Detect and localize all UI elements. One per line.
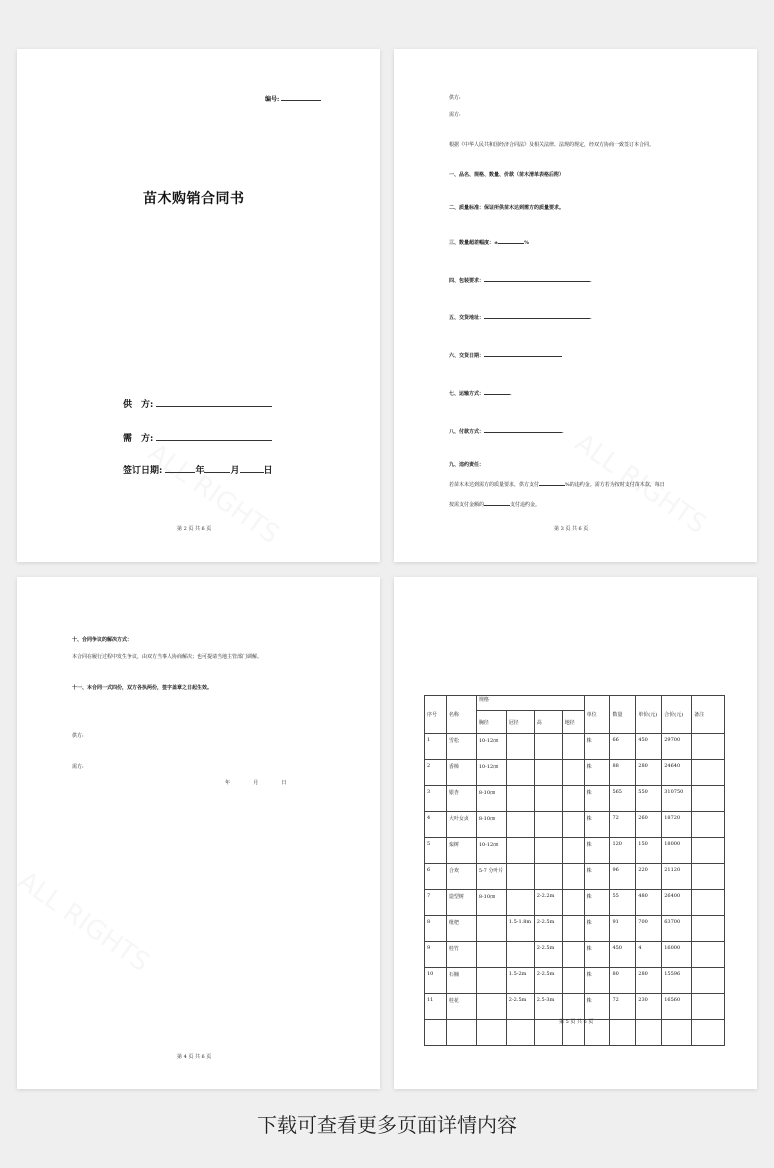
table-cell-crown: 1.5-1.8m	[506, 916, 534, 942]
supplier-field	[123, 397, 272, 410]
section-5-label: 五、交货地址：	[449, 315, 485, 321]
table-cell-qty: 88	[610, 760, 636, 786]
page-title: 苗木购销合同书	[143, 191, 245, 207]
page-footer: 第 3 页 共 6 页	[554, 526, 589, 532]
page-footer: 第 2 页 共 6 页	[177, 526, 212, 532]
buyer-line: 需方:	[72, 764, 84, 770]
table-cell-name: 银杏	[446, 786, 476, 812]
page-terms	[394, 49, 757, 562]
table-cell-height	[534, 1020, 562, 1046]
sign-date-label: 签订日期:	[123, 466, 163, 476]
table-cell-total: 29700	[662, 734, 692, 760]
header-ground: 地径	[562, 711, 584, 734]
table-cell-ground	[562, 812, 584, 838]
table-cell-crown	[506, 786, 534, 812]
supplier-blank	[156, 399, 272, 407]
table-cell-total: 63700	[662, 916, 692, 942]
table-cell-price: 260	[636, 812, 662, 838]
table-cell-no: 7	[425, 890, 447, 916]
table-cell-dia	[476, 942, 506, 968]
period: .	[590, 315, 592, 321]
table-cell-dia	[476, 916, 506, 942]
table-cell-dia: 10-12㎝	[476, 838, 506, 864]
table-cell-price: 700	[636, 916, 662, 942]
period: .	[562, 429, 564, 435]
table-cell-qty: 80	[610, 968, 636, 994]
table-cell-total	[662, 1020, 692, 1046]
supplier-label: 供 方:	[123, 400, 154, 410]
buyer-line: 需方:	[449, 112, 461, 118]
table-cell-height	[534, 734, 562, 760]
contract-number	[265, 93, 321, 103]
table-cell-no: 1	[425, 734, 447, 760]
table-cell-name: 香樟	[446, 760, 476, 786]
table-cell-no	[425, 1020, 447, 1046]
table-cell-ground	[562, 916, 584, 942]
table-cell-name: 大叶女贞	[446, 812, 476, 838]
table-cell-price: 550	[636, 786, 662, 812]
day-label: 日	[281, 780, 287, 786]
table-cell-price: 480	[636, 890, 662, 916]
table-row	[425, 864, 725, 890]
table-cell-unit: 株	[584, 942, 610, 968]
table-cell-name	[446, 1020, 476, 1046]
table-cell-qty: 91	[610, 916, 636, 942]
table-cell-dia: 8-10㎝	[476, 812, 506, 838]
table-cell-unit: 株	[584, 786, 610, 812]
table-cell-name: 雪松	[446, 734, 476, 760]
table-cell-crown	[506, 890, 534, 916]
table-cell-crown: 2-2.5m	[506, 994, 534, 1020]
table-cell-note	[692, 734, 725, 760]
table-cell-ground	[562, 786, 584, 812]
section-11: 十一、本合同一式四份，双方各执两份，签字盖章之日起生效。	[72, 685, 213, 691]
section-4	[449, 276, 592, 284]
table-cell-crown	[506, 838, 534, 864]
month-label: 月	[230, 466, 240, 476]
table-cell-ground	[562, 838, 584, 864]
table-cell-unit: 株	[584, 994, 610, 1020]
table-cell-crown	[506, 1020, 534, 1046]
table-row	[425, 838, 725, 864]
address-blank	[484, 313, 590, 319]
watermark	[17, 866, 155, 978]
period: .	[590, 278, 592, 284]
table-cell-dia: 5-7 分叶片	[476, 864, 506, 890]
table-cell-no: 9	[425, 942, 447, 968]
table-cell-name: 栾树	[446, 838, 476, 864]
table-cell-no: 3	[425, 786, 447, 812]
table-cell-height	[534, 812, 562, 838]
table-cell-ground	[562, 760, 584, 786]
page-footer: 第 5 页 共 6 页	[559, 1019, 594, 1025]
section-6	[449, 351, 562, 359]
table-cell-height	[534, 760, 562, 786]
table-cell-total: 21120	[662, 864, 692, 890]
table-cell-height: 2-2.5m	[534, 916, 562, 942]
table-cell-height: 2-2.2m	[534, 890, 562, 916]
table-cell-note	[692, 994, 725, 1020]
page-stock-list	[394, 577, 757, 1089]
table-cell-unit: 株	[584, 760, 610, 786]
table-cell-note	[692, 838, 725, 864]
signature-date	[225, 779, 286, 786]
table-cell-no: 4	[425, 812, 447, 838]
table-cell-no: 6	[425, 864, 447, 890]
table-cell-crown	[506, 942, 534, 968]
table-row	[425, 994, 725, 1020]
payment-blank	[484, 427, 562, 433]
header-price: 单价(元)	[636, 696, 662, 734]
buyer-field	[123, 431, 272, 444]
page-cover	[17, 49, 380, 562]
section-9: 九、违约责任：	[449, 462, 485, 468]
table-cell-total: 18000	[662, 838, 692, 864]
download-caption: 下载可查看更多页面详情内容	[257, 1113, 517, 1137]
table-cell-ground	[562, 968, 584, 994]
table-cell-total: 310750	[662, 786, 692, 812]
table-cell-dia: 10-12㎝	[476, 760, 506, 786]
table-cell-qty: 565	[610, 786, 636, 812]
header-total: 合价(元)	[662, 696, 692, 734]
table-cell-note	[692, 864, 725, 890]
year-blank	[165, 465, 195, 473]
table-cell-price: 280	[636, 760, 662, 786]
table-cell-unit: 株	[584, 968, 610, 994]
table-cell-name: 桂花	[446, 994, 476, 1020]
year-label: 年	[195, 466, 205, 476]
table-cell-unit: 株	[584, 812, 610, 838]
table-cell-dia	[476, 1020, 506, 1046]
table-row	[425, 890, 725, 916]
header-crown: 冠径	[506, 711, 534, 734]
stock-table	[424, 695, 725, 1046]
table-cell-crown	[506, 734, 534, 760]
table-cell-crown	[506, 812, 534, 838]
table-cell-height: 2.5-3m	[534, 994, 562, 1020]
table-cell-name: 合欢	[446, 864, 476, 890]
section-10-paragraph: 本合同在履行过程中发生争议，由双方当事人协商解决；也可提请当地主管部门调解。	[72, 654, 263, 660]
table-cell-total: 24640	[662, 760, 692, 786]
table-cell-qty: 450	[610, 942, 636, 968]
table-cell-ground	[562, 864, 584, 890]
section-8	[449, 427, 564, 435]
section-5	[449, 313, 592, 321]
transport-blank	[484, 389, 510, 395]
section-7-label: 七、运输方式：	[449, 391, 485, 397]
table-cell-note	[692, 942, 725, 968]
page-footer: 第 4 页 共 6 页	[177, 1054, 212, 1060]
table-row	[425, 734, 725, 760]
table-cell-height: 2-2.5m	[534, 942, 562, 968]
table-row	[425, 812, 725, 838]
table-cell-note	[692, 760, 725, 786]
table-cell-note	[692, 786, 725, 812]
table-cell-crown	[506, 864, 534, 890]
packaging-blank	[484, 276, 590, 282]
section-8-label: 八、付款方式：	[449, 429, 485, 435]
table-cell-total: 15596	[662, 968, 692, 994]
day-label: 日	[263, 466, 273, 476]
table-cell-total: 16560	[662, 994, 692, 1020]
table-cell-note	[692, 812, 725, 838]
table-cell-name: 石楠	[446, 968, 476, 994]
header-no: 序号	[425, 696, 447, 734]
buyer-label: 需 方:	[123, 434, 154, 444]
section-1: 一、品名、规格、数量、价款（苗木清单表格后附）	[449, 172, 565, 178]
table-cell-qty: 72	[610, 994, 636, 1020]
table-cell-unit: 株	[584, 916, 610, 942]
day-blank	[240, 465, 264, 473]
header-note: 备注	[692, 696, 725, 734]
table-cell-note	[692, 916, 725, 942]
month-blank	[204, 465, 230, 473]
period: .	[510, 391, 512, 397]
table-cell-total: 26400	[662, 890, 692, 916]
supplier-line: 供方:	[449, 95, 461, 101]
table-cell-price: 4	[636, 942, 662, 968]
penalty-paragraph-1	[449, 480, 665, 488]
section-3-unit: %	[524, 240, 529, 246]
table-cell-no: 10	[425, 968, 447, 994]
watermark	[142, 438, 284, 550]
table-cell-crown: 1.5-2m	[506, 968, 534, 994]
table-cell-height	[534, 786, 562, 812]
section-4-label: 四、包装要求：	[449, 278, 485, 284]
table-cell-ground	[562, 734, 584, 760]
table-cell-qty: 72	[610, 812, 636, 838]
table-cell-height: 2-2.5m	[534, 968, 562, 994]
supplier-line: 供方:	[72, 733, 84, 739]
table-cell-ground	[562, 942, 584, 968]
table-cell-total: 18720	[662, 812, 692, 838]
month-label: 月	[253, 780, 259, 786]
table-cell-total: 16000	[662, 942, 692, 968]
table-cell-dia	[476, 994, 506, 1020]
table-cell-qty	[610, 1020, 636, 1046]
table-cell-height	[534, 838, 562, 864]
table-cell-note	[692, 1020, 725, 1046]
intro-paragraph: 根据《中华人民共和国经济合同法》及相关法律、法规的规定，经双方协商一致签订本合同。	[449, 142, 655, 148]
table-cell-ground	[562, 890, 584, 916]
header-diameter: 胸径	[476, 711, 506, 734]
contract-number-label: 编号:	[265, 96, 280, 103]
table-cell-height	[534, 864, 562, 890]
table-row	[425, 942, 725, 968]
penalty-text: 支付违约金。	[510, 502, 541, 508]
table-cell-price: 220	[636, 864, 662, 890]
penalty-paragraph-2	[449, 500, 540, 508]
page-disputes	[17, 577, 380, 1089]
table-cell-price: 150	[636, 838, 662, 864]
table-cell-note	[692, 968, 725, 994]
section-7	[449, 389, 512, 397]
table-cell-dia: 10-12㎝	[476, 734, 506, 760]
section-10: 十、合同争议的解决方式：	[72, 637, 133, 643]
table-cell-no: 11	[425, 994, 447, 1020]
sign-date-field	[123, 463, 273, 476]
penalty-text: 按需支付金额的	[449, 502, 485, 508]
table-cell-note	[692, 890, 725, 916]
daily-rate-blank	[484, 500, 510, 506]
table-cell-unit: 株	[584, 734, 610, 760]
section-3	[449, 238, 529, 246]
table-cell-name: 枇杷	[446, 916, 476, 942]
penalty-text: 若苗木未达到需方的质量要求，供方支付	[449, 482, 540, 488]
delivery-date-blank	[484, 351, 562, 357]
header-height: 高	[534, 711, 562, 734]
penalty-text: %的违约金。需方若为按时支付苗木款，每日	[565, 482, 665, 488]
section-3-label: 三、数量超差幅度：±	[449, 240, 499, 246]
table-cell-unit: 株	[584, 890, 610, 916]
table-cell-dia: 8-10㎝	[476, 786, 506, 812]
table-row	[425, 916, 725, 942]
table-cell-dia: 8-10㎝	[476, 890, 506, 916]
penalty-rate-blank	[539, 480, 565, 486]
header-qty: 数量	[610, 696, 636, 734]
table-cell-qty: 55	[610, 890, 636, 916]
tolerance-blank	[498, 238, 524, 244]
table-cell-qty: 66	[610, 734, 636, 760]
table-cell-ground	[562, 994, 584, 1020]
table-cell-unit: 株	[584, 838, 610, 864]
table-cell-price: 230	[636, 994, 662, 1020]
buyer-blank	[156, 433, 272, 441]
table-cell-dia	[476, 968, 506, 994]
header-unit: 单位	[584, 696, 610, 734]
table-cell-no: 8	[425, 916, 447, 942]
table-row	[425, 786, 725, 812]
table-cell-qty: 96	[610, 864, 636, 890]
header-spec: 规格	[476, 696, 584, 711]
contract-number-blank	[281, 93, 321, 101]
section-6-label: 六、交货日期：	[449, 353, 485, 359]
table-cell-no: 5	[425, 838, 447, 864]
table-cell-name: 造型树	[446, 890, 476, 916]
table-cell-price	[636, 1020, 662, 1046]
table-row	[425, 760, 725, 786]
table-cell-no: 2	[425, 760, 447, 786]
section-2: 二、质量标准：保证所供苗木达到需方的质量要求。	[449, 205, 565, 211]
table-cell-name: 桂竹	[446, 942, 476, 968]
year-label: 年	[225, 780, 231, 786]
table-cell-price: 450	[636, 734, 662, 760]
table-cell-unit: 株	[584, 864, 610, 890]
table-cell-qty: 120	[610, 838, 636, 864]
table-cell-price: 280	[636, 968, 662, 994]
header-name: 名称	[446, 696, 476, 734]
table-header-row	[425, 696, 725, 711]
table-row	[425, 968, 725, 994]
table-cell-crown	[506, 760, 534, 786]
